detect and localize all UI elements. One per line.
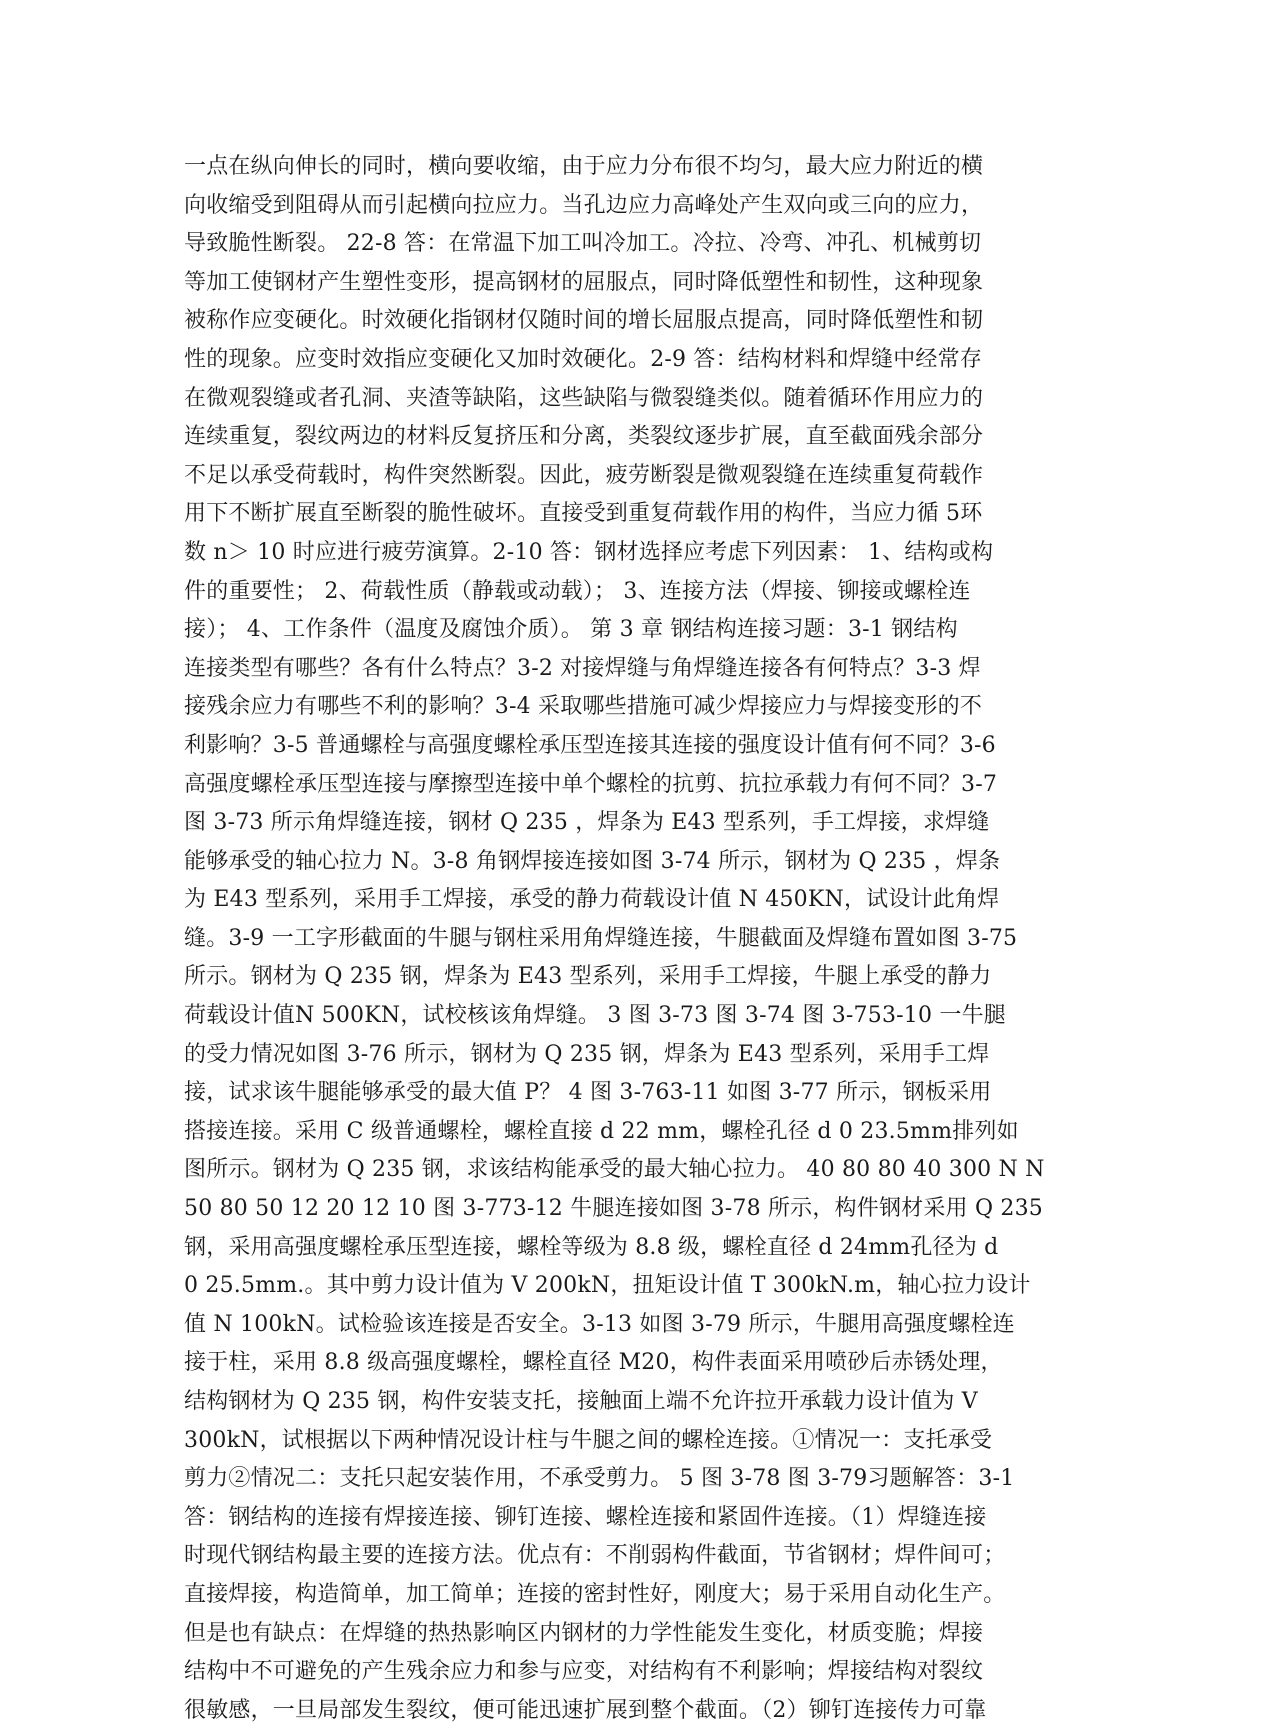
text-line: 的受力情况如图 3-76 所示，钢材为 Q 235 钢，焊条为 E43 型系列，采用手工焊 [184, 1041, 990, 1067]
text-line: 很敏感，一旦局部发生裂纹，便可能迅速扩展到整个截面。（2）铆钉连接传力可靠 [184, 1697, 987, 1723]
text-line: 被称作应变硬化。时效硬化指钢材仅随时间的增长屈服点提高，同时降低塑性和韧 [184, 308, 984, 334]
body-text [184, 148, 1064, 1730]
text-line: 接）； 4、工作条件（温度及腐蚀介质）。 第 3 章 钢结构连接习题：3-1 钢结构 [184, 617, 958, 643]
text-line: 等加工使钢材产生塑性变形，提高钢材的屈服点，同时降低塑性和韧性，这种现象 [184, 269, 984, 295]
text-line: 值 N 100kN。试检验该连接是否安全。3-13 如图 3-79 所示，牛腿用高强度螺栓连 [184, 1311, 1015, 1337]
text-line: 但是也有缺点：在焊缝的热热影响区内钢材的力学性能发生变化，材质变脆；焊接 [184, 1620, 984, 1646]
text-line: 数 n＞ 10 时应进行疲劳演算。2-10 答：钢材选择应考虑下列因素： 1、结构或构 [184, 539, 994, 565]
text-line: 接残余应力有哪些不利的影响？3-4 采取哪些措施可减少焊接应力与焊接变形的不 [184, 694, 983, 720]
text-line: 结构钢材为 Q 235 钢，构件安装支托，接触面上端不允许拉开承载力设计值为 V [184, 1389, 978, 1414]
text-line: 图所示。钢材为 Q 235 钢，求该结构能承受的最大轴心拉力。 40 80 80 40 300 N N [184, 1157, 1045, 1183]
text-line: 搭接连接。采用 C 级普通螺栓，螺栓直接 d 22 mm，螺栓孔径 d 0 23.5mm排列如 [184, 1118, 1019, 1144]
text-line: 连续重复，裂纹两边的材料反复挤压和分离，类裂纹逐步扩展，直至截面残余部分 [184, 424, 984, 450]
text-line: 300kN，试根据以下两种情况设计柱与牛腿之间的螺栓连接。①情况一：支托承受 [184, 1427, 993, 1453]
text-line: 直接焊接，构造简单，加工简单；连接的密封性好，刚度大；易于采用自动化生产。 [184, 1581, 1006, 1607]
text-line: 不足以承受荷载时，构件突然断裂。因此，疲劳断裂是微观裂缝在连续重复荷载作 [184, 462, 984, 488]
text-line: 在微观裂缝或者孔洞、夹渣等缺陷，这些缺陷与微裂缝类似。随着循环作用应力的 [184, 385, 984, 411]
text-line: 一点在纵向伸长的同时，横向要收缩，由于应力分布很不均匀，最大应力附近的横 [184, 154, 984, 179]
text-line: 性的现象。应变时效指应变硬化又加时效硬化。2-9 答：结构材料和焊缝中经常存 [184, 346, 983, 372]
text-line: 能够承受的轴心拉力 N。3-8 角钢焊接连接如图 3-74 所示，钢材为 Q 235 ，焊条 [184, 848, 1001, 874]
text-line: 高强度螺栓承压型连接与摩擦型连接中单个螺栓的抗剪、抗拉承载力有何不同？3-7 [184, 771, 998, 797]
text-line: 钢，采用高强度螺栓承压型连接，螺栓等级为 8.8 级，螺栓直径 d 24mm孔径为 d [184, 1234, 999, 1260]
text-line: 结构中不可避免的产生残余应力和参与应变，对结构有不利影响；焊接结构对裂纹 [184, 1659, 984, 1685]
text-line: 导致脆性断裂。 22-8 答：在常温下加工叫冷加工。冷拉、冷弯、冲孔、机械剪切 [184, 231, 982, 257]
text-line: 接于柱，采用 8.8 级高强度螺栓，螺栓直径 M20，构件表面采用喷砂后赤锈处理， [184, 1350, 1003, 1376]
text-line: 时现代钢结构最主要的连接方法。优点有：不削弱构件截面，节省钢材；焊件间可； [184, 1543, 1006, 1569]
text-line: 用下不断扩展直至断裂的脆性破坏。直接受到重复荷载作用的构件，当应力循 5环 [184, 501, 983, 527]
text-line: 图 3-73 所示角焊缝连接，钢材 Q 235 ，焊条为 E43 型系列，手工焊接，求焊缝 [184, 810, 990, 836]
text-line: 连接类型有哪些？各有什么特点？3-2 对接焊缝与角焊缝连接各有何特点？3-3 焊 [184, 655, 981, 681]
text-line: 接，试求该牛腿能够承受的最大值 P？ 4 图 3-763-11 如图 3-77 所示，钢板采用 [184, 1080, 992, 1106]
text-line: 答：钢结构的连接有焊接连接、铆钉连接、螺栓连接和紧固件连接。（1）焊缝连接 [184, 1504, 987, 1530]
text-line: 件的重要性； 2、荷载性质（静载或动载）； 3、连接方法（焊接、铆接或螺栓连 [184, 578, 971, 604]
text-line: 0 25.5mm.。其中剪力设计值为 V 200kN，扭矩设计值 T 300kN.m，轴心拉力设计 [184, 1273, 1031, 1299]
text-line: 为 E43 型系列，采用手工焊接，承受的静力荷载设计值 N 450KN，试设计此角焊 [184, 887, 1000, 913]
text-line: 剪力②情况二：支托只起安装作用，不承受剪力。 5 图 3-78 图 3-79习题解答：3-1 [184, 1466, 1015, 1492]
text-line: 缝。3-9 一工字形截面的牛腿与钢柱采用角焊缝连接，牛腿截面及焊缝布置如图 3-75 [184, 925, 1018, 951]
text-line: 向收缩受到阻碍从而引起横向拉应力。当孔边应力高峰处产生双向或三向的应力， [184, 192, 984, 218]
text-line: 50 80 50 12 20 12 10 图 3-773-12 牛腿连接如图 3-78 所示，构件钢材采用 Q 235 [184, 1196, 1043, 1222]
text-line: 所示。钢材为 Q 235 钢，焊条为 E43 型系列，采用手工焊接，牛腿上承受的静力 [184, 964, 992, 990]
text-line: 利影响？3-5 普通螺栓与高强度螺栓承压型连接其连接的强度设计值有何不同？3-6 [184, 732, 996, 758]
text-line: 荷载设计值N 500KN，试校核该角焊缝。 3 图 3-73 图 3-74 图 3-753-10 一牛腿 [184, 1003, 1006, 1029]
